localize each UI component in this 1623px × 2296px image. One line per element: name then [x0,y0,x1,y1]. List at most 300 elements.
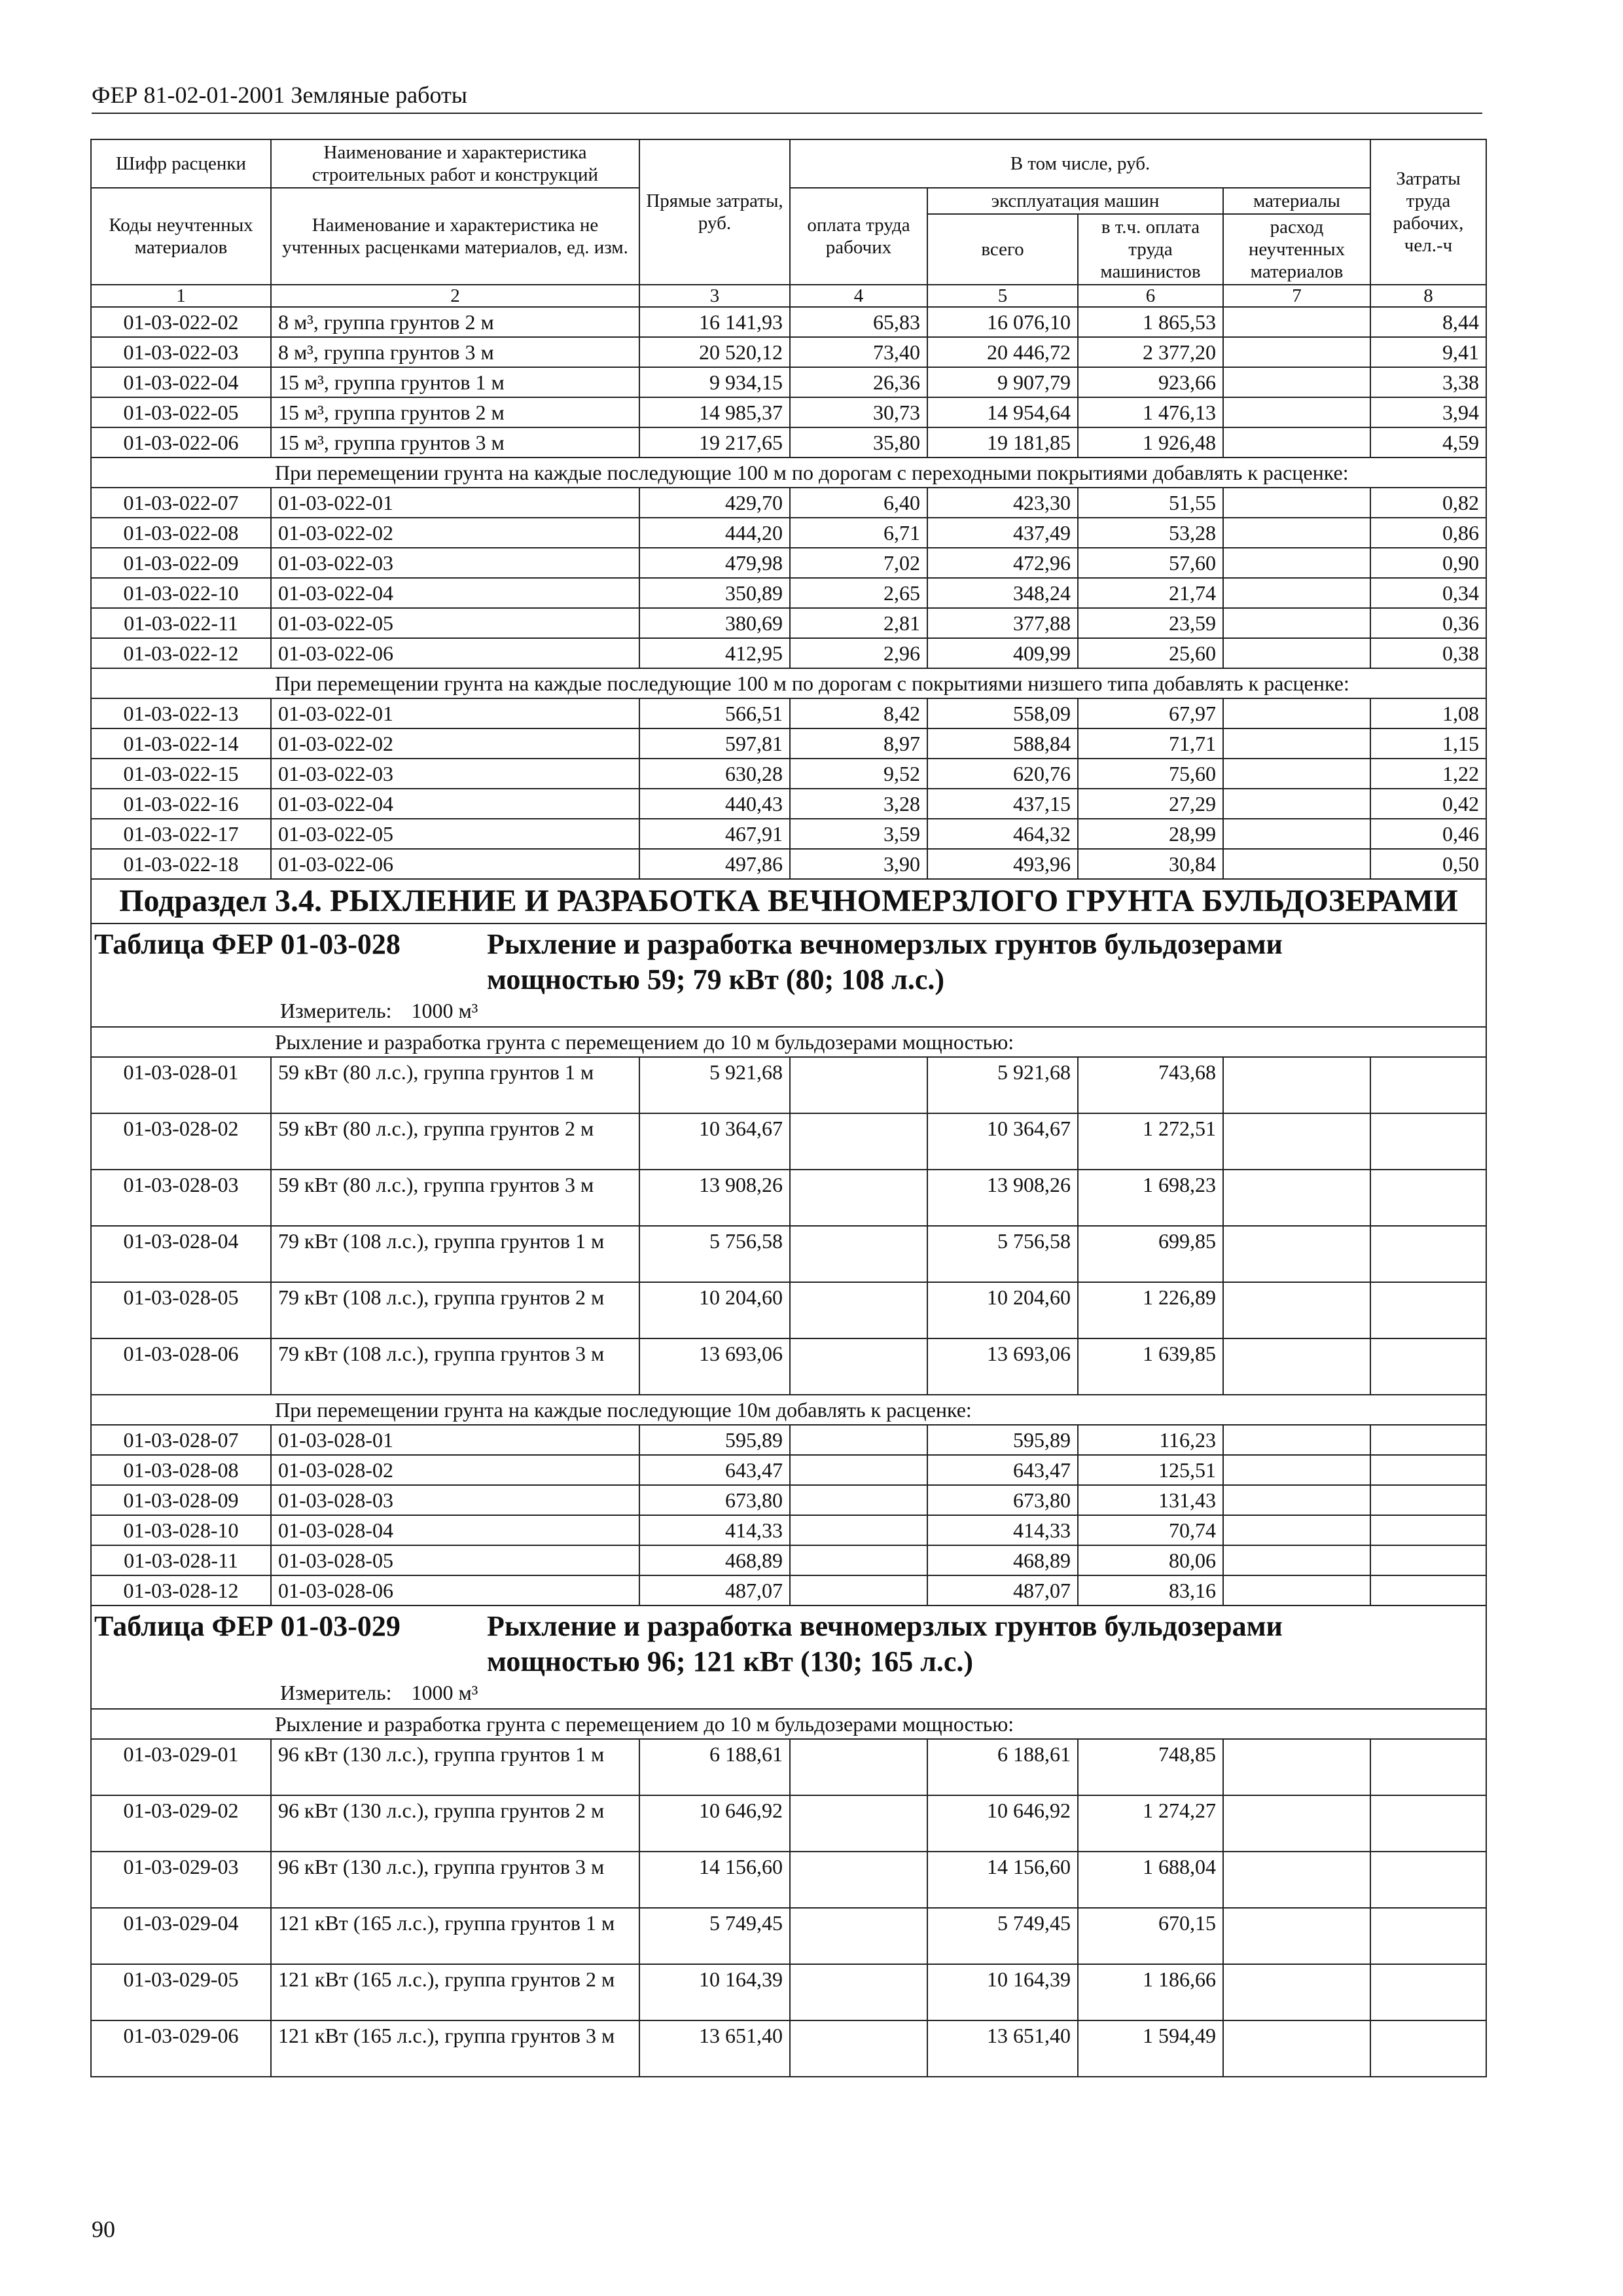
labor-hours [1370,1425,1486,1455]
table-row [91,1338,1486,1395]
machinists-pay: 80,06 [1078,1545,1223,1575]
materials [1223,367,1370,397]
direct-costs: 10 204,60 [639,1282,790,1338]
rate-name: 01-03-022-03 [271,548,639,578]
rate-name: 01-03-022-03 [271,759,639,789]
col-unacc-name-header: Наименование и характеристика не учтенных расценками материалов, ед. изм. [271,188,639,285]
direct-costs: 5 749,45 [639,1908,790,1964]
rate-name: 01-03-022-04 [271,578,639,608]
rate-code: 01-03-022-10 [91,578,271,608]
machines-total: 558,09 [927,698,1078,728]
materials [1223,307,1370,337]
col-num: 3 [639,285,790,307]
labor-hours: 1,22 [1370,759,1486,789]
table-row [91,819,1486,849]
machinists-pay: 1 698,23 [1078,1170,1223,1226]
labor-pay [790,1170,927,1226]
rate-code: 01-03-029-04 [91,1908,271,1964]
labor-hours: 0,90 [1370,548,1486,578]
machines-total: 9 907,79 [927,367,1078,397]
labor-pay [790,1515,927,1545]
materials [1223,698,1370,728]
machines-total: 10 164,39 [927,1964,1078,2020]
direct-costs: 566,51 [639,698,790,728]
machinists-pay: 1 476,13 [1078,397,1223,427]
machinists-pay: 70,74 [1078,1515,1223,1545]
rate-code: 01-03-022-11 [91,608,271,638]
machinists-pay: 57,60 [1078,548,1223,578]
materials [1223,1964,1370,2020]
machines-total: 10 204,60 [927,1282,1078,1338]
machinists-pay: 131,43 [1078,1485,1223,1515]
rate-code: 01-03-028-01 [91,1057,271,1113]
labor-hours: 1,08 [1370,698,1486,728]
machinists-pay: 1 865,53 [1078,307,1223,337]
table-row [91,1226,1486,1282]
machines-total: 468,89 [927,1545,1078,1575]
machines-total: 19 181,85 [927,427,1078,457]
labor-hours: 0,34 [1370,578,1486,608]
direct-costs: 5 756,58 [639,1226,790,1282]
col-unacc-codes-header: Коды неучтенных материалов [91,188,271,285]
direct-costs: 14 985,37 [639,397,790,427]
col-name-header: Наименование и характеристика строительных работ и конструкций [271,139,639,188]
rate-code: 01-03-022-13 [91,698,271,728]
direct-costs: 440,43 [639,789,790,819]
table-row [91,488,1486,518]
rate-code: 01-03-028-05 [91,1282,271,1338]
rate-code: 01-03-022-02 [91,307,271,337]
direct-costs: 643,47 [639,1455,790,1485]
direct-costs: 412,95 [639,638,790,668]
materials [1223,337,1370,367]
machinists-pay: 25,60 [1078,638,1223,668]
block-028-main [91,1057,1486,1395]
rate-code: 01-03-029-05 [91,1964,271,2020]
machines-total: 14 954,64 [927,397,1078,427]
table-row [91,1057,1486,1113]
labor-pay: 3,90 [790,849,927,879]
table-title: Рыхление и разработка вечномерзлых грунтов бульдозерами мощностью 96; 121 кВт (130; 165 л.с.) [487,1610,1283,1677]
table-code: Таблица ФЕР 01-03-028 [94,928,401,960]
machines-total: 10 364,67 [927,1113,1078,1170]
labor-hours: 0,82 [1370,488,1486,518]
note-row [91,668,1486,698]
labor-hours [1370,1282,1486,1338]
rate-name: 01-03-028-05 [271,1545,639,1575]
rate-name: 59 кВт (80 л.с.), группа грунтов 2 м [271,1113,639,1170]
rate-name: 01-03-022-01 [271,488,639,518]
labor-hours [1370,1515,1486,1545]
direct-costs: 429,70 [639,488,790,518]
table-row [91,367,1486,397]
labor-hours [1370,1545,1486,1575]
col-mach-total-header: всего [927,214,1078,285]
labor-hours [1370,1964,1486,2020]
rate-code: 01-03-022-03 [91,337,271,367]
machinists-pay: 1 688,04 [1078,1852,1223,1908]
table-row [91,1575,1486,1605]
machines-total: 588,84 [927,728,1078,759]
machines-total: 620,76 [927,759,1078,789]
rate-code: 01-03-022-06 [91,427,271,457]
rate-name: 79 кВт (108 л.с.), группа грунтов 1 м [271,1226,639,1282]
rate-name: 15 м³, группа грунтов 2 м [271,397,639,427]
table-row [91,1425,1486,1455]
labor-hours [1370,1113,1486,1170]
table-row [91,849,1486,879]
rate-code: 01-03-028-02 [91,1113,271,1170]
machinists-pay: 116,23 [1078,1425,1223,1455]
direct-costs: 595,89 [639,1425,790,1455]
direct-costs: 380,69 [639,608,790,638]
labor-pay: 2,81 [790,608,927,638]
table-row [91,1964,1486,2020]
col-num: 2 [271,285,639,307]
table-row [91,1485,1486,1515]
table-row [91,789,1486,819]
labor-hours [1370,1057,1486,1113]
col-incl-header: В том числе, руб. [790,139,1370,188]
machinists-pay: 125,51 [1078,1455,1223,1485]
table-row [91,1739,1486,1795]
rate-code: 01-03-028-03 [91,1170,271,1226]
machines-total: 20 446,72 [927,337,1078,367]
machinists-pay: 71,71 [1078,728,1223,759]
labor-pay [790,1852,927,1908]
direct-costs: 414,33 [639,1515,790,1545]
materials [1223,728,1370,759]
rate-code: 01-03-022-07 [91,488,271,518]
machines-total: 377,88 [927,608,1078,638]
labor-hours [1370,1485,1486,1515]
rate-code: 01-03-022-18 [91,849,271,879]
rate-name: 121 кВт (165 л.с.), группа грунтов 1 м [271,1908,639,1964]
materials [1223,1226,1370,1282]
col-num: 5 [927,285,1078,307]
col-materials-header: материалы [1223,188,1370,214]
note-row [91,1395,1486,1425]
labor-pay [790,2020,927,2077]
labor-hours: 0,38 [1370,638,1486,668]
machines-total: 673,80 [927,1485,1078,1515]
block-022-main [91,307,1486,457]
materials [1223,638,1370,668]
table-heading-row [91,924,1486,1027]
block-029-main [91,1739,1486,2077]
labor-pay [790,1545,927,1575]
machines-total: 14 156,60 [927,1852,1078,1908]
labor-pay: 26,36 [790,367,927,397]
note-text: Рыхление и разработка грунта с перемещением до 10 м бульдозерами мощностью: [91,1709,1486,1739]
rate-code: 01-03-022-12 [91,638,271,668]
rate-name: 79 кВт (108 л.с.), группа грунтов 2 м [271,1282,639,1338]
running-header: ФЕР 81-02-01-2001 Земляные работы [92,77,1482,114]
materials [1223,488,1370,518]
col-code-header: Шифр расценки [91,139,271,188]
machinists-pay: 1 226,89 [1078,1282,1223,1338]
rate-code: 01-03-022-04 [91,367,271,397]
materials [1223,427,1370,457]
direct-costs: 350,89 [639,578,790,608]
table-heading-row [91,1605,1486,1709]
labor-hours [1370,1795,1486,1852]
rate-code: 01-03-029-02 [91,1795,271,1852]
labor-hours [1370,1575,1486,1605]
rate-name: 01-03-022-02 [271,728,639,759]
machines-total: 472,96 [927,548,1078,578]
table-row [91,518,1486,548]
subsection-title: Подраздел 3.4. РЫХЛЕНИЕ И РАЗРАБОТКА ВЕЧНОМЕРЗЛОГО ГРУНТА БУЛЬДОЗЕРАМИ [91,879,1486,924]
rate-code: 01-03-022-16 [91,789,271,819]
rate-name: 01-03-022-02 [271,518,639,548]
machinists-pay: 83,16 [1078,1575,1223,1605]
table-row [91,1455,1486,1485]
table-row [91,1113,1486,1170]
rate-name: 01-03-028-06 [271,1575,639,1605]
col-mach-labor-header: в т.ч. оплата труда машинистов [1078,214,1223,285]
rate-code: 01-03-028-07 [91,1425,271,1455]
rate-name: 01-03-028-04 [271,1515,639,1545]
table-row [91,397,1486,427]
rate-name: 15 м³, группа грунтов 3 м [271,427,639,457]
direct-costs: 14 156,60 [639,1852,790,1908]
labor-pay: 7,02 [790,548,927,578]
machinists-pay: 923,66 [1078,367,1223,397]
labor-hours: 0,42 [1370,789,1486,819]
measure-line [94,1679,1486,1706]
materials [1223,1282,1370,1338]
direct-costs: 10 646,92 [639,1795,790,1852]
labor-pay [790,1485,927,1515]
direct-costs: 9 934,15 [639,367,790,397]
block-022-transitional [91,488,1486,668]
header-row-1 [91,139,1486,188]
machines-total: 13 693,06 [927,1338,1078,1395]
col-num: 4 [790,285,927,307]
rate-name: 01-03-028-01 [271,1425,639,1455]
machines-total: 10 646,92 [927,1795,1078,1852]
table-row [91,2020,1486,2077]
direct-costs: 13 908,26 [639,1170,790,1226]
rate-name: 15 м³, группа грунтов 1 м [271,367,639,397]
machinists-pay: 1 594,49 [1078,2020,1223,2077]
price-table [90,139,1487,2077]
rate-code: 01-03-028-04 [91,1226,271,1282]
materials [1223,1575,1370,1605]
rate-code: 01-03-022-09 [91,548,271,578]
machines-total: 6 188,61 [927,1739,1078,1795]
labor-hours: 0,50 [1370,849,1486,879]
rate-code: 01-03-022-17 [91,819,271,849]
machines-total: 13 908,26 [927,1170,1078,1226]
col-labor-header: оплата труда рабочих [790,188,927,285]
machines-total: 16 076,10 [927,307,1078,337]
machinists-pay: 51,55 [1078,488,1223,518]
direct-costs: 487,07 [639,1575,790,1605]
direct-costs: 16 141,93 [639,307,790,337]
rate-code: 01-03-029-01 [91,1739,271,1795]
rate-code: 01-03-028-08 [91,1455,271,1485]
rate-name: 96 кВт (130 л.с.), группа грунтов 1 м [271,1739,639,1795]
labor-hours: 8,44 [1370,307,1486,337]
materials [1223,1739,1370,1795]
direct-costs: 630,28 [639,759,790,789]
rate-name: 01-03-022-06 [271,638,639,668]
machines-total: 437,49 [927,518,1078,548]
materials [1223,608,1370,638]
machinists-pay: 28,99 [1078,819,1223,849]
materials [1223,2020,1370,2077]
rate-code: 01-03-022-14 [91,728,271,759]
table-row [91,1795,1486,1852]
materials [1223,1908,1370,1964]
rate-code: 01-03-028-10 [91,1515,271,1545]
materials [1223,1113,1370,1170]
rate-name: 79 кВт (108 л.с.), группа грунтов 3 м [271,1338,639,1395]
table-heading-029 [91,1605,1486,1709]
machinists-pay: 30,84 [1078,849,1223,879]
machinists-pay: 27,29 [1078,789,1223,819]
labor-hours: 4,59 [1370,427,1486,457]
rate-name: 121 кВт (165 л.с.), группа грунтов 3 м [271,2020,639,2077]
machines-total: 437,15 [927,789,1078,819]
col-num: 6 [1078,285,1223,307]
rate-name: 8 м³, группа грунтов 3 м [271,337,639,367]
machinists-pay: 23,59 [1078,608,1223,638]
table-heading-028 [91,924,1486,1027]
labor-pay [790,1057,927,1113]
machinists-pay: 699,85 [1078,1226,1223,1282]
labor-pay: 8,97 [790,728,927,759]
measure-line [94,997,1486,1024]
materials [1223,819,1370,849]
page-number: 90 [92,2216,115,2242]
col-hours-header: Затраты труда рабочих, чел.-ч [1370,139,1486,285]
machinists-pay: 1 926,48 [1078,427,1223,457]
rate-code: 01-03-028-09 [91,1485,271,1515]
labor-pay [790,1455,927,1485]
subsection-row [91,879,1486,924]
rate-name: 59 кВт (80 л.с.), группа грунтов 1 м [271,1057,639,1113]
table-row [91,698,1486,728]
note-row [91,457,1486,488]
materials [1223,1795,1370,1852]
materials [1223,849,1370,879]
labor-hours [1370,1908,1486,1964]
labor-pay: 65,83 [790,307,927,337]
labor-pay: 73,40 [790,337,927,367]
materials [1223,1515,1370,1545]
table-row [91,307,1486,337]
table-row [91,1908,1486,1964]
labor-hours: 0,36 [1370,608,1486,638]
machines-total: 5 749,45 [927,1908,1078,1964]
materials [1223,1852,1370,1908]
labor-hours [1370,1455,1486,1485]
block-022-lower-type [91,698,1486,879]
rate-code: 01-03-029-03 [91,1852,271,1908]
labor-hours [1370,1170,1486,1226]
machinists-pay: 1 186,66 [1078,1964,1223,2020]
labor-pay [790,1964,927,2020]
machinists-pay: 1 272,51 [1078,1113,1223,1170]
measure-value: 1000 м³ [411,999,478,1022]
machinists-pay: 748,85 [1078,1739,1223,1795]
labor-pay: 35,80 [790,427,927,457]
labor-pay [790,1226,927,1282]
machinists-pay: 670,15 [1078,1908,1223,1964]
machines-total: 409,99 [927,638,1078,668]
table-row [91,1282,1486,1338]
table-title: Рыхление и разработка вечномерзлых грунтов бульдозерами мощностью 59; 79 кВт (80; 108 л.с.) [487,928,1283,996]
table-code: Таблица ФЕР 01-03-029 [94,1610,401,1642]
note-text: При перемещении грунта на каждые последующие 100 м по дорогам с переходными покрытиями добавлять к расценке: [91,457,1486,488]
labor-hours: 0,86 [1370,518,1486,548]
materials [1223,1170,1370,1226]
machines-total: 13 651,40 [927,2020,1078,2077]
labor-pay: 3,28 [790,789,927,819]
materials [1223,578,1370,608]
direct-costs: 20 520,12 [639,337,790,367]
table-row [91,578,1486,608]
rate-name: 01-03-022-05 [271,819,639,849]
measure-label: Измеритель: [280,999,392,1022]
machines-total: 348,24 [927,578,1078,608]
materials [1223,1338,1370,1395]
block-028-additional [91,1425,1486,1605]
table-row [91,638,1486,668]
rate-name: 01-03-022-01 [271,698,639,728]
col-machines-header: эксплуатация машин [927,188,1223,214]
materials [1223,759,1370,789]
rate-code: 01-03-022-08 [91,518,271,548]
labor-pay [790,1113,927,1170]
col-direct-header: Прямые затраты, руб. [639,139,790,285]
machinists-pay: 1 274,27 [1078,1795,1223,1852]
measure-value: 1000 м³ [411,1681,478,1704]
rate-name: 96 кВт (130 л.с.), группа грунтов 3 м [271,1852,639,1908]
labor-pay [790,1739,927,1795]
direct-costs: 479,98 [639,548,790,578]
rate-name: 01-03-028-03 [271,1485,639,1515]
machinists-pay: 21,74 [1078,578,1223,608]
labor-pay: 3,59 [790,819,927,849]
note-text: Рыхление и разработка грунта с перемещением до 10 м бульдозерами мощностью: [91,1027,1486,1057]
machines-total: 595,89 [927,1425,1078,1455]
labor-pay [790,1795,927,1852]
machines-total: 643,47 [927,1455,1078,1485]
col-num: 1 [91,285,271,307]
rate-code: 01-03-022-15 [91,759,271,789]
rate-code: 01-03-029-06 [91,2020,271,2077]
table-row [91,1515,1486,1545]
rate-name: 59 кВт (80 л.с.), группа грунтов 3 м [271,1170,639,1226]
machines-total: 5 921,68 [927,1057,1078,1113]
measure-label: Измеритель: [280,1681,392,1704]
labor-hours: 3,94 [1370,397,1486,427]
direct-costs: 13 693,06 [639,1338,790,1395]
machinists-pay: 743,68 [1078,1057,1223,1113]
machines-total: 464,32 [927,819,1078,849]
rate-name: 8 м³, группа грунтов 2 м [271,307,639,337]
direct-costs: 5 921,68 [639,1057,790,1113]
note-row [91,1709,1486,1739]
labor-pay [790,1575,927,1605]
rate-code: 01-03-028-12 [91,1575,271,1605]
materials [1223,1545,1370,1575]
labor-pay [790,1282,927,1338]
